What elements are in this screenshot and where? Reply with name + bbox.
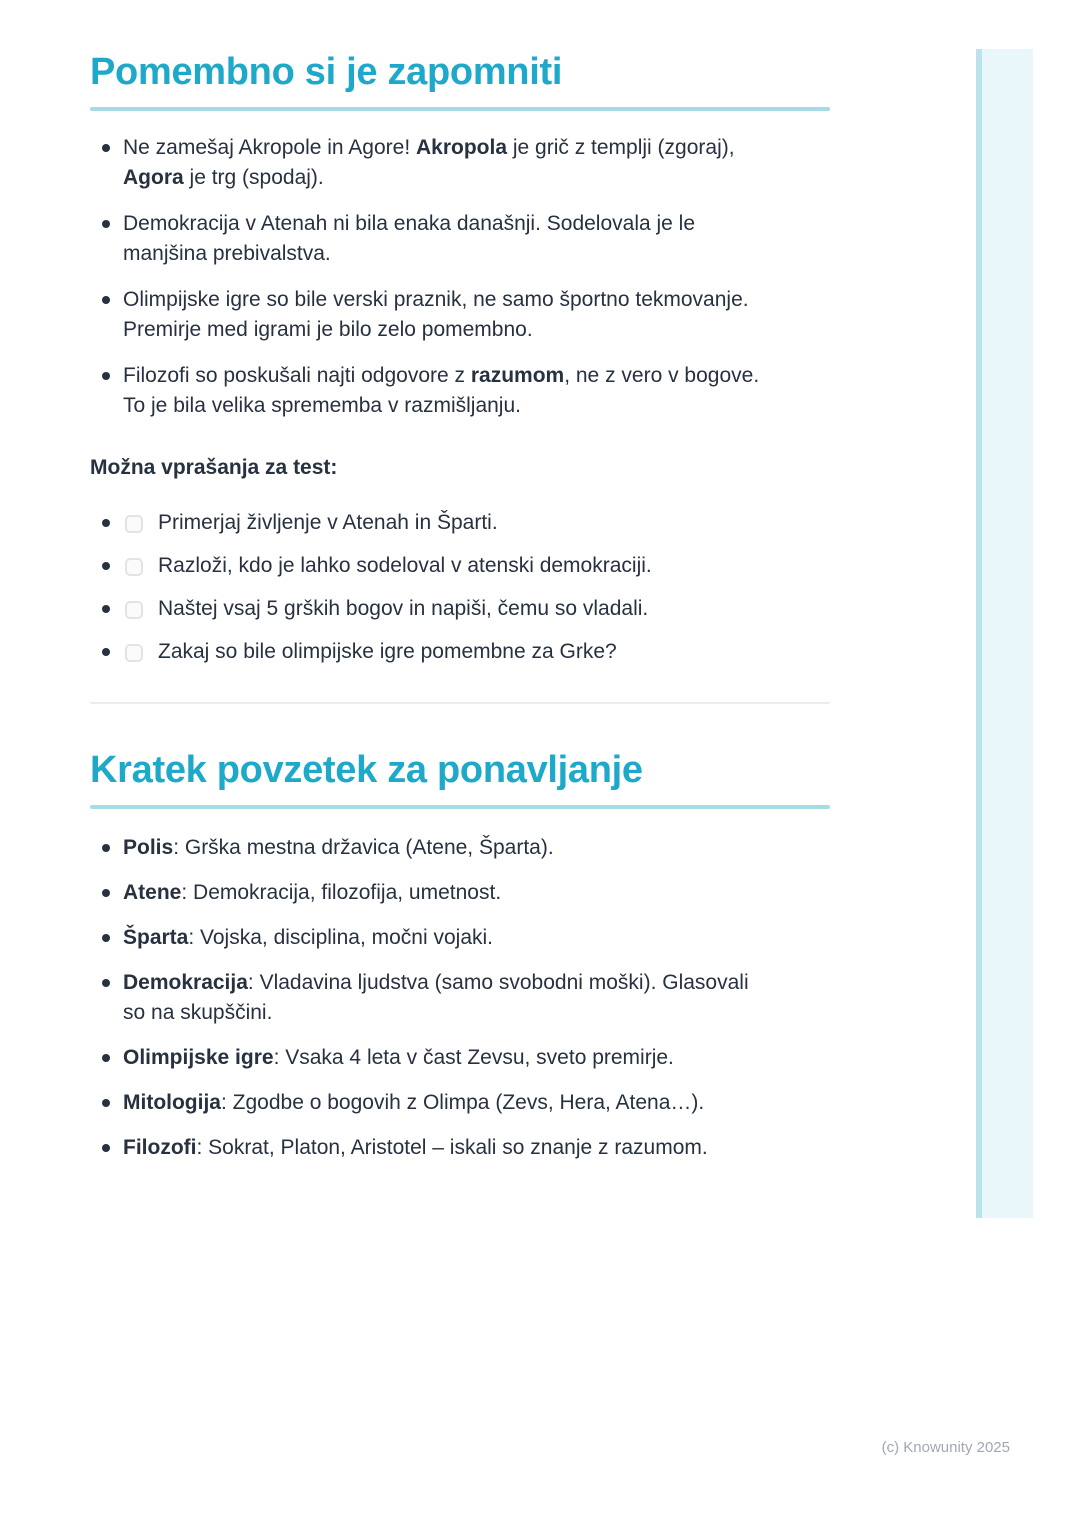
page-edge-strip: [976, 49, 1033, 1218]
question-text: Zakaj so bile olimpijske igre pomembne za Grke?: [158, 640, 617, 663]
list-item: [90, 878, 830, 908]
section-title-important: Pomembno si je zapomniti: [90, 51, 563, 93]
checkbox-icon: [125, 601, 143, 619]
question-text: Primerjaj življenje v Atenah in Šparti.: [158, 511, 498, 534]
list-item-text: Ne zamešaj Akropole in Agore! Akropola je grič z templji (zgoraj), Agora je trg (spodaj).: [123, 136, 735, 189]
section-title-summary: Kratek povzetek za ponavljanje: [90, 749, 643, 791]
list-item-text: Polis: Grška mestna državica (Atene, Šparta).: [123, 836, 554, 859]
bullet-dot-icon: [102, 605, 110, 613]
bullet-dot-icon: [102, 296, 110, 304]
list-item-text: Olimpijske igre: Vsaka 4 leta v čast Zevsu, sveto premirje.: [123, 1046, 674, 1069]
list-item-text: Šparta: Vojska, disciplina, močni vojaki.: [123, 926, 493, 949]
bullet-dot-icon: [102, 220, 110, 228]
summary-list: [90, 833, 830, 1163]
bullet-dot-icon: [102, 1099, 110, 1107]
list-item: [90, 361, 830, 421]
bullet-dot-icon: [102, 648, 110, 656]
checkbox-icon: [125, 644, 143, 662]
section-important: [90, 50, 830, 667]
question-text: Razloži, kdo je lahko sodeloval v atenski demokraciji.: [158, 554, 652, 577]
section-summary: [90, 748, 830, 1163]
list-item-text: Mitologija: Zgodbe o bogovih z Olimpa (Zevs, Hera, Atena…).: [123, 1091, 705, 1114]
list-item: [90, 833, 830, 863]
checkbox-icon: [125, 515, 143, 533]
bullet-dot-icon: [102, 144, 110, 152]
question-item: [90, 551, 830, 581]
list-item-text: Atene: Demokracija, filozofija, umetnost.: [123, 881, 502, 904]
list-item: [90, 923, 830, 953]
list-item-text: Filozofi so poskušali najti odgovore z razumom, ne z vero v bogove. To je bila velika sprememba v razmišljanju.: [123, 364, 760, 417]
section-divider: [90, 702, 830, 704]
title-underline: [90, 107, 830, 111]
list-item: [90, 1088, 830, 1118]
questions-heading: Možna vprašanja za test:: [90, 456, 338, 479]
list-item-text: Demokracija v Atenah ni bila enaka današnji. Sodelovala je le manjšina prebivalstva.: [123, 212, 696, 265]
list-item: [90, 285, 830, 345]
bullet-dot-icon: [102, 1054, 110, 1062]
list-item: [90, 1133, 830, 1163]
list-item: [90, 968, 830, 1028]
question-item: [90, 637, 830, 667]
questions-list: [90, 508, 830, 667]
bullet-dot-icon: [102, 562, 110, 570]
bullet-dot-icon: [102, 1144, 110, 1152]
list-item-text: Demokracija: Vladavina ljudstva (samo svobodni moški). Glasovali so na skupščini.: [123, 971, 749, 1024]
list-item-text: Filozofi: Sokrat, Platon, Aristotel – iskali so znanje z razumom.: [123, 1136, 708, 1159]
footer-copyright: (c) Knowunity 2025: [881, 1439, 1010, 1456]
checkbox-icon: [125, 558, 143, 576]
bullet-dot-icon: [102, 889, 110, 897]
bullet-dot-icon: [102, 519, 110, 527]
key-points-list: [90, 133, 830, 421]
page-content: [90, 0, 830, 1178]
bullet-dot-icon: [102, 844, 110, 852]
question-item: [90, 508, 830, 538]
title-underline: [90, 805, 830, 809]
list-item: [90, 209, 830, 269]
bullet-dot-icon: [102, 934, 110, 942]
list-item: [90, 133, 830, 193]
bullet-dot-icon: [102, 372, 110, 380]
bullet-dot-icon: [102, 979, 110, 987]
list-item: [90, 1043, 830, 1073]
list-item-text: Olimpijske igre so bile verski praznik, ne samo športno tekmovanje. Premirje med igrami je bilo zelo pomembno.: [123, 288, 749, 341]
question-item: [90, 594, 830, 624]
question-text: Naštej vsaj 5 grških bogov in napiši, čemu so vladali.: [158, 597, 649, 620]
